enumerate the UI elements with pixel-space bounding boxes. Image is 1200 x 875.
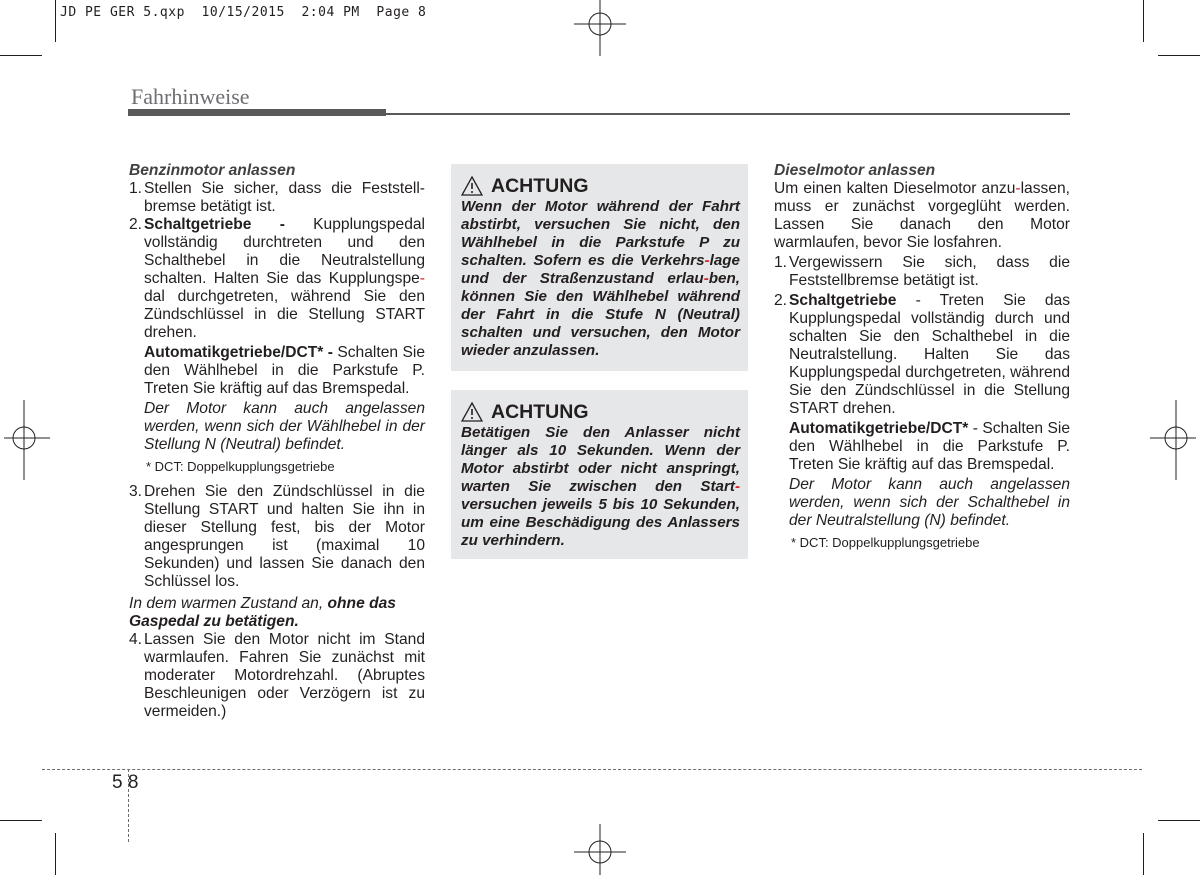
note: Der Motor kann auch angelassen werden, wenn sich der Schalthebel in der Neutralstellung (N) befindet. xyxy=(789,476,1070,529)
hyphen: - xyxy=(703,270,709,287)
bold-label: Automatikgetriebe/DCT* xyxy=(789,420,969,437)
footnote: * DCT: Doppelkupplungsgetriebe xyxy=(791,535,980,550)
hyphen: - xyxy=(704,252,710,269)
crop-mark xyxy=(1158,820,1200,821)
registration-mark-icon xyxy=(1150,400,1200,480)
title-rule xyxy=(386,113,1070,115)
list-number: 4. xyxy=(129,631,143,648)
crop-mark xyxy=(55,0,56,42)
bold-label: Schaltgetriebe - xyxy=(144,216,285,233)
warning-triangle-icon xyxy=(461,176,483,196)
registration-mark-icon xyxy=(570,820,630,875)
list-item xyxy=(129,216,425,342)
crop-mark xyxy=(55,833,56,875)
list-number: 1. xyxy=(774,254,788,271)
text: ben, können Sie den Wählhebel während der Fahrt in die Stufe N (Neutral) schalten und versuchen, den Motor wieder anzulassen. xyxy=(461,270,740,359)
page-number: 5 8 xyxy=(112,772,139,793)
hyphen: - xyxy=(734,478,740,495)
bold-label: Schaltgetriebe xyxy=(789,292,897,309)
crop-mark xyxy=(1143,0,1144,42)
crop-mark xyxy=(1143,833,1144,875)
text: In dem warmen Zustand an, xyxy=(129,595,328,612)
list-text xyxy=(144,216,425,342)
text: - Schalten Sie den Wählhebel in die Parkstufe P. Treten Sie kräftig auf das Bremspedal. xyxy=(789,420,1070,473)
hyphen: - xyxy=(1015,180,1021,197)
warning-text xyxy=(461,424,740,550)
warning-triangle-icon xyxy=(461,402,483,422)
list-item xyxy=(774,292,1070,418)
crop-mark xyxy=(0,820,42,821)
list-text: Lassen Sie den Motor nicht im Stand warmlaufen. Fahren Sie zunächst mit moderater Motordrehzahl. (Abruptes Beschleunigen oder Verzögern ist zu vermeiden.) xyxy=(144,631,425,720)
list-number: 2. xyxy=(774,292,788,309)
text: Betätigen Sie den Anlasser nicht länger als 10 Sekunden. Wenn der Motor abstirbt oder nicht anspringt, warten Sie zwischen den Start xyxy=(461,424,740,495)
list-item xyxy=(774,254,1070,290)
hyphen: - xyxy=(419,270,425,287)
warning-title: ACHTUNG xyxy=(491,175,589,197)
text: dal durchgetreten, während Sie den Zündschlüssel in die Stellung START drehen. xyxy=(144,288,425,341)
list-item xyxy=(129,631,425,721)
text: lassen, muss er zunächst vorgeglüht werden. Lassen Sie danach den Motor warmlaufen, bevor Sie losfahren. xyxy=(774,180,1070,251)
warning-box xyxy=(451,390,748,559)
subheading: Dieselmotor anlassen xyxy=(774,162,936,179)
warning-heading xyxy=(461,400,740,424)
warning-title: ACHTUNG xyxy=(491,401,589,423)
paragraph xyxy=(774,180,1070,252)
title-rule xyxy=(128,109,386,116)
text: versuchen jeweils 5 bis 10 Sekunden, um eine Beschädigung des Anlassers zu verhindern. xyxy=(461,496,740,549)
list-text: Stellen Sie sicher, dass die Feststell-bremse betätigt ist. xyxy=(144,180,425,215)
subheading: Benzinmotor anlassen xyxy=(129,162,296,179)
text: Um einen kalten Dieselmotor anzu xyxy=(774,180,1016,197)
footer-rule xyxy=(42,769,1142,770)
print-job-info: JD PE GER 5.qxp 10/15/2015 2:04 PM Page 8 xyxy=(60,5,427,20)
text: Kupplungspedal vollständig durchtreten und den Schalthebel in die Neutralstellung schalten. Halten Sie das Kupplungspe xyxy=(144,216,426,287)
list-number: 2. xyxy=(129,216,143,233)
paragraph xyxy=(129,595,425,631)
text: Schalten Sie den Wählhebel in die Parkstufe P. Treten Sie kräftig auf das Bremspedal. xyxy=(144,344,425,397)
bold-label: Automatikgetriebe/DCT* - xyxy=(144,344,333,361)
left-column xyxy=(129,162,425,721)
warning-box xyxy=(451,164,748,371)
text: lage und der Straßenzustand erlau xyxy=(461,252,740,287)
list-item xyxy=(129,180,425,216)
section-title: Fahrhinweise xyxy=(131,84,250,109)
list-text xyxy=(789,292,1070,418)
registration-mark-icon xyxy=(570,0,630,60)
list-number: 1. xyxy=(129,180,143,197)
list-text: Drehen Sie den Zündschlüssel in die Stellung START und halten Sie ihn in dieser Stellung fest, bis der Motor angesprungen ist (maximal 10 Sekunden) und lassen Sie danach den Schlüssel los. xyxy=(144,483,425,590)
paragraph xyxy=(129,344,425,398)
warning-heading xyxy=(461,174,740,198)
footnote: * DCT: Doppelkupplungsgetriebe xyxy=(146,459,335,474)
registration-mark-icon xyxy=(0,400,50,480)
list-item xyxy=(129,483,425,591)
list-number: 3. xyxy=(129,483,143,500)
crop-mark xyxy=(1158,55,1200,56)
list-text: Vergewissern Sie sich, dass die Feststellbremse betätigt ist. xyxy=(789,254,1070,289)
warning-text xyxy=(461,198,740,360)
text: - Treten Sie das Kupplungspedal vollständig durch und schalten Sie den Schalthebel in die Neutralstellung. Halten Sie das Kupplungspedal durchgetreten, während Sie den Zündschlüssel in die Stellung START drehen. xyxy=(789,292,1070,417)
note: Der Motor kann auch angelassen werden, wenn sich der Wählhebel in der Stellung N (Neutral) befindet. xyxy=(144,400,425,453)
crop-mark xyxy=(0,55,42,56)
paragraph xyxy=(774,420,1070,474)
right-column xyxy=(774,162,1070,552)
bold-label: ohne das Gaspedal zu betätigen. xyxy=(129,595,396,630)
text: Wenn der Motor während der Fahrt abstirbt, versuchen Sie nicht, den Wählhebel in die Parkstufe P zu schalten. Sofern es die Verkehrs xyxy=(461,198,740,269)
